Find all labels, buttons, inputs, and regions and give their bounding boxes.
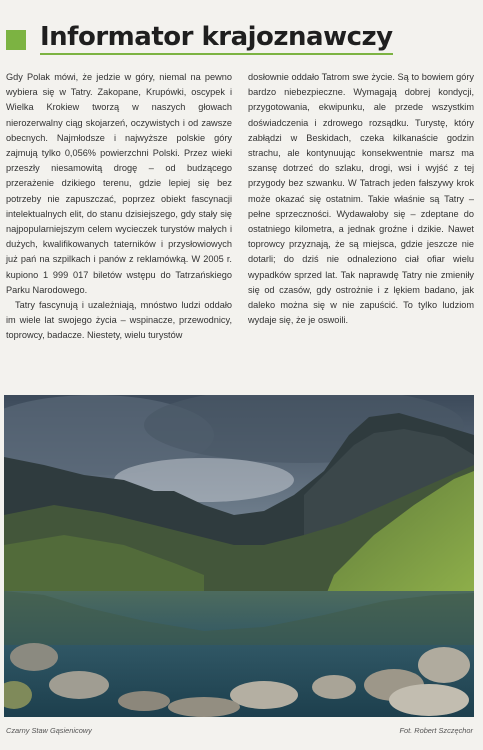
title-underline [40, 53, 393, 55]
lake-photo [4, 395, 474, 717]
article-paragraph: dosłownie oddało Tatrom swe życie. Są to bowiem góry bardzo niebezpieczne. Wymagają dobrej kondycji, przygotowania, ekwipunku, ale przede wszystkim doświadczenia i zdrowego rozsądku. Turystę, który zabłądzi w Beskidach, czeka kilkanaście godzin strachu, ale kontynuując konsekwentnie marsz ma szansę dotrzeć do szlaku, drogi, wsi i wyjść z tej przygody bez szwanku. W Tatrach jeden fałszywy krok może okazać się ostatnim. Takie właśnie są Tatry – pełne sprzeczności. Wydawałoby się – zdeptane do ostatniego kilometra, a jednak groźne i dzikie. Nawet toprowcy przyznają, że są miejsca, gdzie jeszcze nie dotarli; do dziś nie odnaleziono ciał ofiar wielu wypadków sprzed lat. Tak naprawdę Tatry nie zmieniły się od czasów, gdy ostrożnie i z lękiem badano, jak daleko można się w nie zapuścić. To tylko ludziom wydaje się, że je oswoili. [248, 72, 474, 326]
article-column-right [248, 70, 474, 328]
section-title: Informator krajoznawczy [40, 22, 393, 52]
article-paragraph: Gdy Polak mówi, że jedzie w góry, niemal na pewno wybiera się w Tatry. Zakopane, Krupówki, oscypek i Wielka Krokiew tworzą w naszych głowach nierozerwalny ciąg skojarzeń, oczywistych i od zawsze obecnych. Najmłodsze i najwyższe polskie góry zajmują tylko 0,056% powierzchni Polski. Przez wieki przeszły niesamowitą drogę – od budzącego przerażenie dzikiego terenu, gdzie lepiej się bez potrzeby nie zapuszczać, poprzez obiekt fascynacji intelektualnych elit, do stanu dzisiejszego, gdy stały się najpopularniejszym celem wycieczek turystów małych i dużych, kwalifikowanych taterników i przysłowiowych już pań na szpilkach i panów z reklamówką. W 2005 r. kupiono 1 999 017 biletów wstępu do Tatrzańskiego Parku Narodowego. [6, 72, 232, 295]
section-header [6, 22, 406, 56]
article-column-left [6, 70, 232, 344]
article-paragraph: Tatry fascynują i uzależniają, mnóstwo ludzi oddało im wiele lat swojego życia – wspinacze, przewodnicy, toprowcy, badacze. Niestety, wielu turystów [6, 300, 232, 341]
photo-caption: Czarny Staw Gąsienicowy [6, 726, 92, 735]
photo-credit: Fot. Robert Szczęchor [399, 726, 473, 735]
section-marker [6, 30, 26, 50]
